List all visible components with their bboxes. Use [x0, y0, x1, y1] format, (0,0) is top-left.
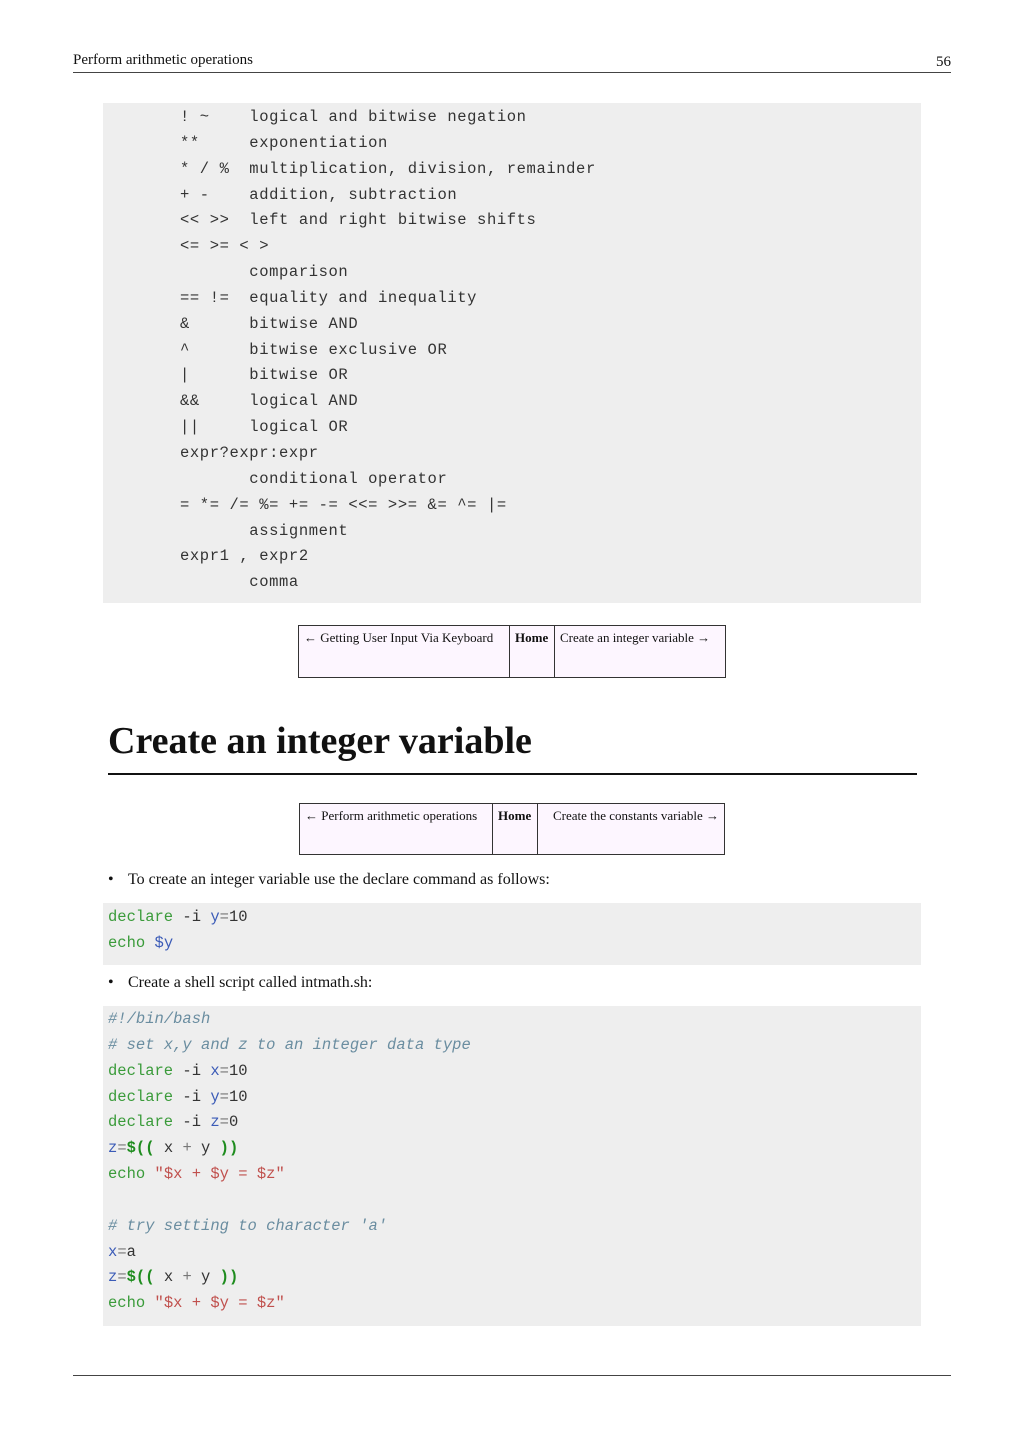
code-line: echo "$x + $y = $z" [108, 1294, 285, 1313]
nav-table-bottom [299, 803, 725, 855]
code-line: comma [180, 573, 299, 592]
bullet-text: To create an integer variable use the declare command as follows: [128, 871, 550, 888]
code-line: declare -i y=10 [108, 1087, 248, 1106]
code-line: expr1 , expr2 [180, 547, 309, 566]
nav-home-link[interactable]: Home [498, 808, 532, 823]
code-line: declare -i y=10 [108, 908, 248, 926]
code-line: == != equality and inequality [180, 288, 478, 307]
nav-prev-link[interactable]: ← Perform arithmetic operations [305, 808, 478, 823]
heading-rule [108, 773, 917, 775]
code-line: # try setting to character 'a' [108, 1216, 388, 1235]
code-line: # set x,y and z to an integer data type [108, 1035, 471, 1054]
code-line: ^ bitwise exclusive OR [180, 340, 448, 359]
footer-rule [73, 1375, 951, 1376]
code-line: echo "$x + $y = $z" [108, 1165, 285, 1184]
code-line: && logical AND [180, 392, 359, 411]
code-line: z=$(( x + y )) [108, 1268, 239, 1287]
nav-home-link[interactable]: Home [515, 630, 549, 645]
page-number: 56 [936, 54, 951, 70]
bullet-text: Create a shell script called intmath.sh: [128, 974, 373, 991]
page-header-title: Perform arithmetic operations [73, 52, 253, 68]
code-line: z=$(( x + y )) [108, 1139, 239, 1158]
code-line: ** exponentiation [180, 133, 388, 152]
code-line: assignment [180, 521, 349, 540]
nav-table-top [298, 625, 726, 678]
code-line: declare -i x=10 [108, 1061, 248, 1080]
code-line: expr?expr:expr [180, 443, 319, 462]
bullet-icon: • [108, 974, 114, 991]
code-line: <= >= < > [180, 237, 270, 256]
declare-example-code-block [103, 903, 921, 965]
bullet-item [108, 974, 372, 992]
code-line: x=a [108, 1242, 136, 1261]
code-line [108, 1188, 916, 1214]
code-line: | bitwise OR [180, 366, 349, 385]
code-line: declare -i z=0 [108, 1113, 239, 1132]
intmath-script-code-block [103, 1006, 921, 1326]
code-line: & bitwise AND [180, 314, 359, 333]
code-line: conditional operator [180, 469, 448, 488]
header-rule [73, 72, 951, 73]
code-line: + - addition, subtraction [180, 185, 458, 204]
bullet-icon: • [108, 871, 114, 888]
code-line: << >> left and right bitwise shifts [180, 211, 537, 230]
code-line: echo $y [108, 933, 174, 952]
code-line: = *= /= %= += -= <<= >>= &= ^= |= [180, 495, 507, 514]
nav-prev-link[interactable]: ← Getting User Input Via Keyboard [304, 630, 494, 645]
code-line: comparison [180, 263, 349, 282]
code-line: #!/bin/bash [108, 1010, 211, 1028]
section-heading: Create an integer variable [108, 720, 532, 762]
code-line: || logical OR [180, 418, 349, 437]
nav-next-link[interactable]: Create an integer variable → [560, 630, 711, 645]
bullet-item [108, 871, 550, 889]
operator-precedence-code-block [103, 103, 921, 603]
code-line: * / % multiplication, division, remainder [180, 159, 596, 178]
code-line: ! ~ logical and bitwise negation [180, 108, 527, 126]
nav-next-link[interactable]: Create the constants variable → [552, 808, 719, 823]
